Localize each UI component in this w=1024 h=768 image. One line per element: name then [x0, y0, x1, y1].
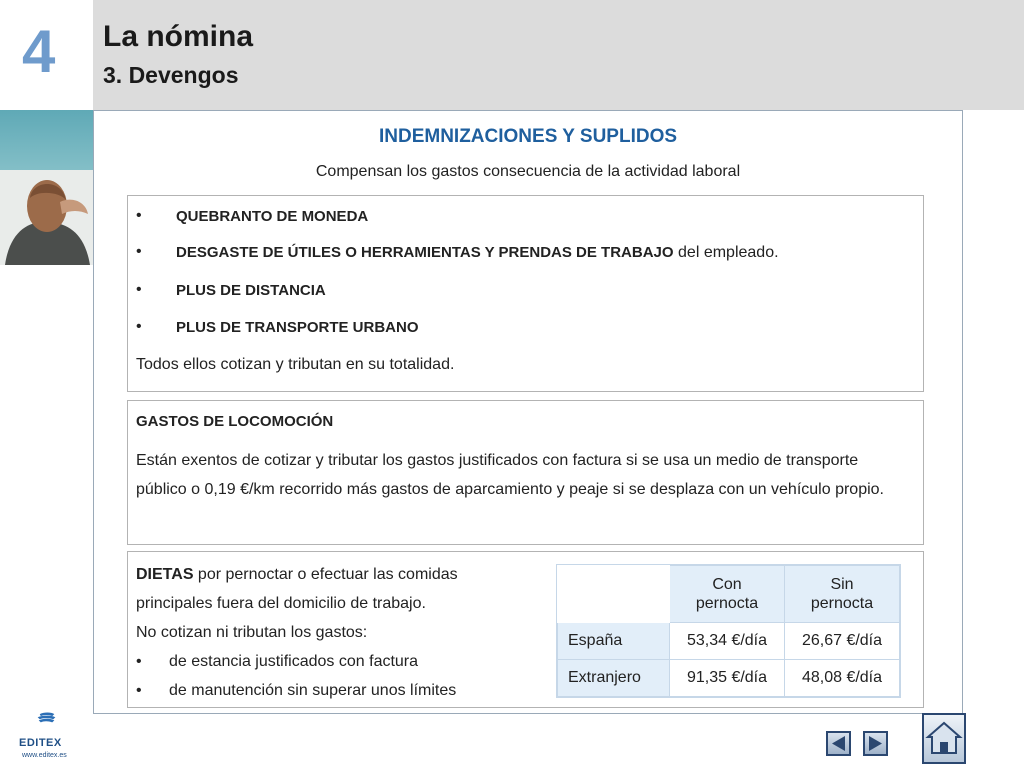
box-heading: GASTOS DE LOCOMOCIÓN — [136, 413, 334, 430]
bullet-icon: • — [136, 281, 142, 298]
header-line: Sin — [830, 576, 854, 593]
table-cell: 48,08 €/día — [785, 660, 900, 697]
list-item — [136, 647, 536, 676]
logo-url: www.editex.es — [22, 752, 67, 759]
table-header-con — [670, 566, 785, 623]
header-line: Con — [712, 576, 742, 593]
dietas-text — [136, 560, 536, 705]
locomocion-box — [127, 400, 924, 545]
next-button[interactable] — [863, 731, 888, 756]
bullet-icon: • — [136, 653, 142, 670]
table-corner — [558, 566, 670, 623]
page-title: La nómina — [103, 20, 254, 53]
list-item-text: de estancia justificados con factura — [169, 653, 419, 670]
home-button[interactable] — [922, 713, 966, 764]
dietas-table — [557, 565, 900, 697]
header-line: pernocta — [810, 595, 874, 612]
table-row — [558, 623, 900, 660]
item-rest: del empleado. — [673, 244, 779, 261]
dietas-heading: DIETAS — [136, 566, 194, 583]
triangle-left-icon — [828, 733, 849, 754]
side-photo — [0, 110, 93, 265]
dietas-heading-rest: por pernoctar o efectuar las comidas principales fuera del domicilio de trabajo. — [136, 566, 458, 612]
triangle-right-icon — [865, 733, 886, 754]
page-subtitle: 3. Devengos — [103, 62, 239, 88]
chapter-number: 4 — [22, 18, 56, 85]
item-bold: QUEBRANTO DE MONEDA — [176, 208, 369, 225]
item-bold: PLUS DE DISTANCIA — [176, 282, 326, 299]
indemnizaciones-box — [127, 195, 924, 392]
table-cell: 53,34 €/día — [670, 623, 785, 660]
header-band — [93, 0, 1024, 110]
list-item-text: de manutención sin superar unos límites — [169, 682, 457, 699]
bullet-icon: • — [136, 318, 142, 335]
editex-logo — [18, 712, 74, 738]
box-footer-text: Todos ellos cotizan y tributan en su totalidad. — [136, 356, 455, 373]
item-bold: PLUS DE TRANSPORTE URBANO — [176, 319, 419, 336]
item-bold: DESGASTE DE ÚTILES O HERRAMIENTAS Y PRENDAS DE TRABAJO — [176, 244, 674, 261]
table-row — [558, 660, 900, 697]
previous-button[interactable] — [826, 731, 851, 756]
dietas-line: No cotizan ni tributan los gastos: — [136, 624, 368, 641]
section-subtitle: Compensan los gastos consecuencia de la actividad laboral — [315, 163, 741, 180]
bullet-icon: • — [136, 682, 142, 699]
section-title: INDEMNIZACIONES Y SUPLIDOS — [378, 126, 678, 147]
home-icon — [924, 715, 964, 762]
dietas-box — [127, 551, 924, 708]
table-header-sin — [785, 566, 900, 623]
table-header-row — [558, 566, 900, 623]
table-cell: 26,67 €/día — [785, 623, 900, 660]
header-line: pernocta — [695, 595, 759, 612]
bullet-icon: • — [136, 243, 142, 260]
logo-text: EDITEX — [19, 737, 62, 749]
row-label: España — [558, 623, 670, 660]
list-item — [136, 676, 536, 705]
box-body: Están exentos de cotizar y tributar los gastos justificados con factura si se usa un medio de transporte público o 0,19 €/km recorrido más gastos de aparcamiento y peaje si se desplaza con un vehículo propio. — [136, 452, 884, 498]
table-cell: 91,35 €/día — [670, 660, 785, 697]
bullet-icon: • — [136, 207, 142, 224]
row-label: Extranjero — [558, 660, 670, 697]
